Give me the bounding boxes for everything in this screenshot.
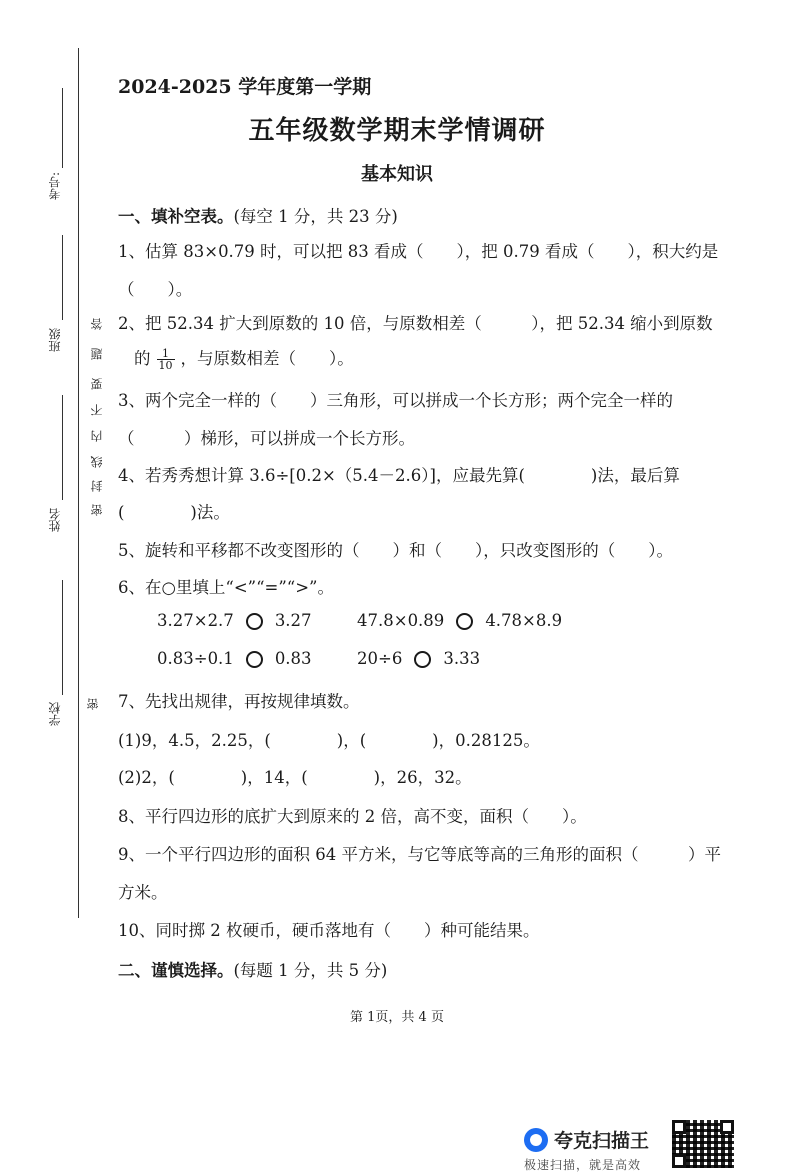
compare-circle[interactable] [456, 613, 473, 630]
seal-char: 题 [90, 348, 104, 360]
q2-pre: 的 [134, 349, 151, 368]
section1-note: (每空 1 分，共 23 分) [233, 207, 398, 226]
school-year: 2024-2025 学年度第一学期 [118, 76, 372, 98]
section2-note: (每题 1 分，共 5 分) [233, 961, 388, 980]
q6-row1 [157, 611, 562, 630]
q7: 7、先找出规律，再按规律填数。 [118, 692, 360, 711]
q7-part1: (1)9，4.5，2.25，( )，( )，0.28125。 [118, 731, 540, 750]
q6-row2 [157, 649, 480, 668]
seal-char: 密 [90, 504, 104, 516]
compare-right: 3.27 [274, 611, 312, 630]
school-blank [62, 580, 63, 695]
compare-left: 47.8×0.89 [357, 611, 445, 630]
qr-finder [720, 1120, 734, 1134]
compare-right: 0.83 [274, 649, 312, 668]
scanner-brand: 夸克扫描王 [554, 1130, 650, 1152]
q2-line2 [134, 345, 354, 371]
compare-right: 3.33 [443, 649, 481, 668]
compare-circle[interactable] [246, 651, 263, 668]
compare-right: 4.78×8.9 [485, 611, 563, 630]
page-subtitle: 基本知识 [361, 164, 433, 185]
qr-finder [672, 1154, 686, 1168]
q4-line2: ( )法。 [118, 503, 230, 522]
compare-item [157, 611, 357, 630]
q4-line1: 4、若秀秀想计算 3.6÷[0.2×（5.4－2.6）]，应最先算( )法，最后算 [118, 466, 680, 485]
q3-line1: 3、两个完全一样的（ ）三角形，可以拼成一个长方形；两个完全一样的 [118, 391, 673, 410]
q7-part2: (2)2，( )，14，( )，26，32。 [118, 768, 472, 787]
seal-char: 封 [90, 480, 104, 492]
section1-title: 一、填补空表。 [118, 207, 234, 226]
compare-item [157, 649, 357, 668]
class-label: 班级 [48, 328, 62, 352]
q6: 6、在○里填上“<”“=”“>”。 [118, 578, 334, 597]
q1-line2: （ ）。 [118, 280, 193, 299]
section1-heading [118, 203, 398, 227]
compare-left: 3.27×2.7 [157, 611, 234, 630]
q2-line1: 2、把 52.34 扩大到原数的 10 倍，与原数相差（ ），把 52.34 缩小到原数 [118, 314, 713, 333]
page-title: 五年级数学期末学情调研 [248, 116, 546, 146]
section2-heading [118, 957, 387, 981]
fraction-denominator: 10 [158, 359, 173, 372]
fraction-numerator: 1 [157, 348, 175, 360]
page-number: 第 1页，共 4 页 [350, 1010, 444, 1025]
compare-circle[interactable] [414, 651, 431, 668]
school-label: 学校 [48, 702, 62, 726]
scanner-logo-icon [524, 1128, 548, 1152]
seal-char: 内 [90, 430, 104, 442]
q8: 8、平行四边形的底扩大到原来的 2 倍，高不变，面积（ ）。 [118, 807, 587, 826]
seal-char: 不 [90, 404, 104, 416]
q9-line1: 9、一个平行四边形的面积 64 平方米，与它等底等高的三角形的面积（ ）平 [118, 845, 721, 864]
q10: 10、同时掷 2 枚硬币，硬币落地有（ ）种可能结果。 [118, 921, 540, 940]
compare-circle[interactable] [246, 613, 263, 630]
q3-line2: （ ）梯形，可以拼成一个长方形。 [118, 429, 415, 448]
q5: 5、旋转和平移都不改变图形的（ ）和（ ），只改变图形的（ ）。 [118, 541, 673, 560]
seal-char: 要 [90, 378, 104, 390]
compare-left: 20÷6 [357, 649, 403, 668]
compare-left: 0.83÷0.1 [157, 649, 234, 668]
section2-title: 二、谨慎选择。 [118, 961, 234, 980]
qr-code-icon [672, 1120, 734, 1168]
name-label: 姓名 [48, 508, 62, 532]
exam-no-label: 考号: [48, 172, 62, 201]
fraction [157, 348, 175, 371]
scanner-slogan: 极速扫描，就是高效 [524, 1158, 642, 1172]
q9-line2: 方米。 [118, 883, 168, 902]
name-blank [62, 395, 63, 500]
compare-item [357, 611, 562, 630]
seal-char: 密 [86, 698, 100, 710]
q2-post: ，与原数相差（ ）。 [180, 349, 354, 368]
seal-char: 线 [90, 456, 104, 468]
seal-char: 答 [90, 318, 104, 330]
scanner-watermark [520, 1122, 675, 1172]
q1-line1: 1、估算 83×0.79 时，可以把 83 看成（ ），把 0.79 看成（ ），积大约是 [118, 242, 719, 261]
compare-item [357, 649, 480, 668]
class-blank [62, 235, 63, 320]
qr-finder [672, 1120, 686, 1134]
